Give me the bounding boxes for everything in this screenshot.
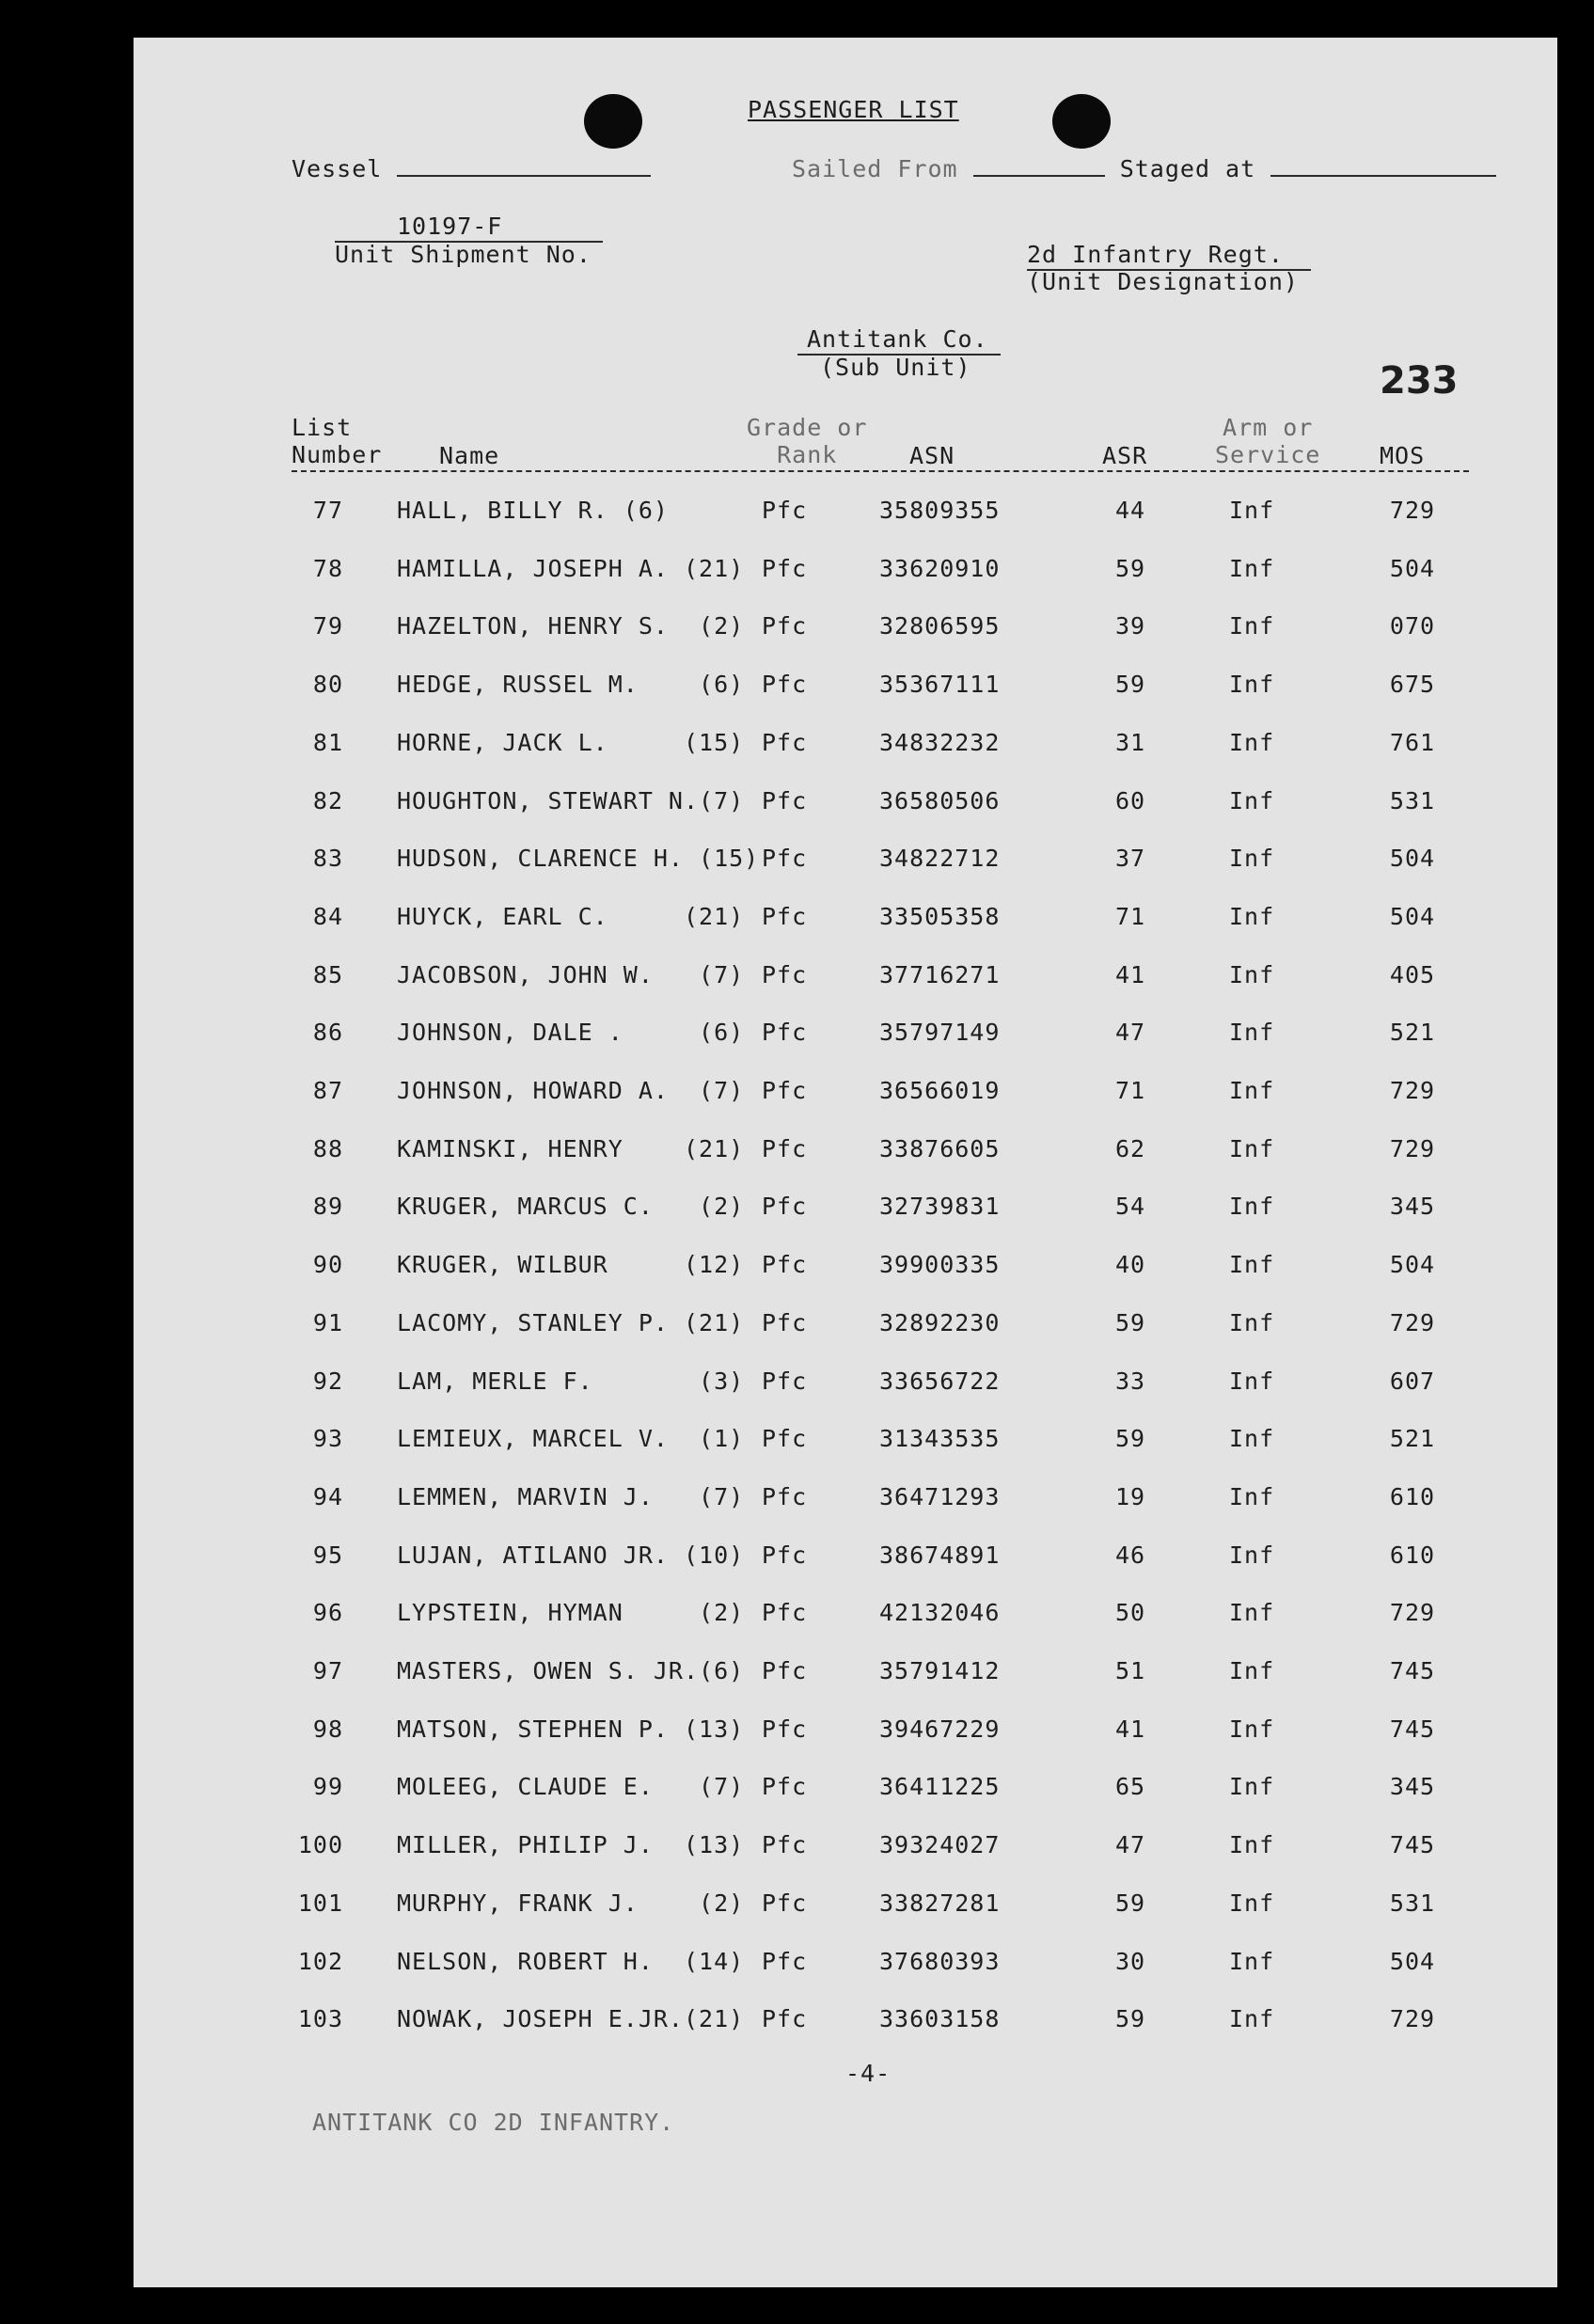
column-header-asr: ASR <box>1102 442 1148 469</box>
list-number: 80 <box>312 671 343 698</box>
arm-or-service: Inf <box>1229 1483 1275 1510</box>
mos: 531 <box>1389 787 1436 814</box>
asr: 44 <box>1114 497 1146 524</box>
sailed-from-field <box>792 154 1496 182</box>
mos: 504 <box>1389 903 1436 930</box>
passenger-name: HOUGHTON, STEWART N.(7) <box>397 787 745 814</box>
vessel-label: Vessel <box>292 155 383 182</box>
mos: 405 <box>1389 961 1436 988</box>
passenger-name: NOWAK, JOSEPH E.JR.(21) <box>397 2005 745 2032</box>
grade: Pfc <box>762 787 808 814</box>
asn: 34822712 <box>879 845 1001 872</box>
table-row <box>134 1368 1557 1405</box>
asn: 33827281 <box>879 1889 1001 1917</box>
list-number: 86 <box>312 1019 343 1046</box>
asn: 33620910 <box>879 555 1001 582</box>
passenger-name: HAZELTON, HENRY S. (2) <box>397 612 745 640</box>
arm-or-service: Inf <box>1229 555 1275 582</box>
mos: 729 <box>1389 1077 1436 1104</box>
arm-or-service: Inf <box>1229 1309 1275 1336</box>
mos: 610 <box>1389 1541 1436 1569</box>
mos: 504 <box>1389 845 1436 872</box>
list-number: 85 <box>312 961 343 988</box>
table-row <box>134 1483 1557 1521</box>
list-number: 90 <box>312 1251 343 1278</box>
arm-or-service: Inf <box>1229 1251 1275 1278</box>
header-text: Arm or <box>1223 414 1314 441</box>
page-title: PASSENGER LIST <box>748 96 959 123</box>
table-row <box>134 1948 1557 1985</box>
asr: 33 <box>1114 1368 1146 1395</box>
asr: 41 <box>1114 961 1146 988</box>
table-row <box>134 1019 1557 1056</box>
asn: 39900335 <box>879 1251 1001 1278</box>
grade: Pfc <box>762 1309 808 1336</box>
column-header-grade <box>747 414 867 468</box>
asn: 33505358 <box>879 903 1001 930</box>
asr: 59 <box>1114 1309 1146 1336</box>
mos: 345 <box>1389 1773 1436 1800</box>
sub-unit-label: (Sub Unit) <box>820 354 971 381</box>
column-header-list-number <box>292 414 382 468</box>
asr: 62 <box>1114 1135 1146 1162</box>
punch-hole <box>584 94 642 149</box>
asr: 47 <box>1114 1831 1146 1858</box>
arm-or-service: Inf <box>1229 497 1275 524</box>
table-row <box>134 671 1557 708</box>
list-number: 79 <box>312 612 343 640</box>
table-row <box>134 1541 1557 1579</box>
mos: 504 <box>1389 1251 1436 1278</box>
grade: Pfc <box>762 1831 808 1858</box>
grade: Pfc <box>762 903 808 930</box>
passenger-name: MOLEEG, CLAUDE E. (7) <box>397 1773 745 1800</box>
table-row <box>134 787 1557 825</box>
mos: 610 <box>1389 1483 1436 1510</box>
list-number: 97 <box>312 1657 343 1684</box>
column-header-mos: MOS <box>1380 442 1426 469</box>
list-number: 101 <box>297 1889 343 1917</box>
table-row <box>134 612 1557 650</box>
grade: Pfc <box>762 1425 808 1452</box>
table-row <box>134 1599 1557 1636</box>
asr: 19 <box>1114 1483 1146 1510</box>
asn: 35797149 <box>879 1019 1001 1046</box>
table-row <box>134 1193 1557 1230</box>
arm-or-service: Inf <box>1229 1657 1275 1684</box>
asr: 46 <box>1114 1541 1146 1569</box>
header-text: Number <box>292 441 383 468</box>
arm-or-service: Inf <box>1229 1541 1275 1569</box>
passenger-name: LYPSTEIN, HYMAN (2) <box>397 1599 745 1626</box>
arm-or-service: Inf <box>1229 845 1275 872</box>
asr: 37 <box>1114 845 1146 872</box>
passenger-name: HALL, BILLY R. (6) <box>397 497 669 524</box>
arm-or-service: Inf <box>1229 612 1275 640</box>
staged-at-blank <box>1270 154 1496 177</box>
list-number: 89 <box>312 1193 343 1220</box>
list-number: 88 <box>312 1135 343 1162</box>
table-row <box>134 2005 1557 2043</box>
arm-or-service: Inf <box>1229 1773 1275 1800</box>
arm-or-service: Inf <box>1229 729 1275 756</box>
asn: 33656722 <box>879 1368 1001 1395</box>
sub-unit: Antitank Co. <box>807 325 988 353</box>
asr: 41 <box>1114 1715 1146 1743</box>
asr: 60 <box>1114 787 1146 814</box>
mos: 675 <box>1389 671 1436 698</box>
vessel-field <box>292 154 651 182</box>
arm-or-service: Inf <box>1229 1425 1275 1452</box>
passenger-name: JOHNSON, DALE . (6) <box>397 1019 745 1046</box>
passenger-name: KRUGER, WILBUR (12) <box>397 1251 745 1278</box>
mos: 745 <box>1389 1715 1436 1743</box>
table-row <box>134 1135 1557 1173</box>
staged-at-label: Staged at <box>1119 155 1256 182</box>
asr: 30 <box>1114 1948 1146 1975</box>
asr: 71 <box>1114 903 1146 930</box>
list-number: 102 <box>297 1948 343 1975</box>
mos: 070 <box>1389 612 1436 640</box>
grade: Pfc <box>762 1657 808 1684</box>
arm-or-service: Inf <box>1229 1368 1275 1395</box>
asn: 39467229 <box>879 1715 1001 1743</box>
list-number: 84 <box>312 903 343 930</box>
grade: Pfc <box>762 1135 808 1162</box>
asn: 38674891 <box>879 1541 1001 1569</box>
mos: 729 <box>1389 1599 1436 1626</box>
arm-or-service: Inf <box>1229 1193 1275 1220</box>
mos: 345 <box>1389 1193 1436 1220</box>
column-header-asn: ASN <box>909 442 955 469</box>
table-row <box>134 1425 1557 1462</box>
list-number: 78 <box>312 555 343 582</box>
mos: 729 <box>1389 1309 1436 1336</box>
mos: 729 <box>1389 497 1436 524</box>
table-row <box>134 1889 1557 1927</box>
column-header-arm <box>1215 414 1320 468</box>
grade: Pfc <box>762 1541 808 1569</box>
passenger-name: MATSON, STEPHEN P. (13) <box>397 1715 745 1743</box>
grade: Pfc <box>762 1193 808 1220</box>
asn: 32892230 <box>879 1309 1001 1336</box>
arm-or-service: Inf <box>1229 2005 1275 2032</box>
asr: 59 <box>1114 671 1146 698</box>
passenger-name: NELSON, ROBERT H. (14) <box>397 1948 745 1975</box>
mos: 729 <box>1389 2005 1436 2032</box>
arm-or-service: Inf <box>1229 961 1275 988</box>
arm-or-service: Inf <box>1229 787 1275 814</box>
grade: Pfc <box>762 1773 808 1800</box>
passenger-name: HAMILLA, JOSEPH A. (21) <box>397 555 745 582</box>
asn: 36471293 <box>879 1483 1001 1510</box>
table-row <box>134 1773 1557 1810</box>
grade: Pfc <box>762 1599 808 1626</box>
asn: 42132046 <box>879 1599 1001 1626</box>
asn: 37716271 <box>879 961 1001 988</box>
table-row <box>134 1657 1557 1695</box>
asn: 33876605 <box>879 1135 1001 1162</box>
passenger-name: LACOMY, STANLEY P. (21) <box>397 1309 745 1336</box>
vessel-blank <box>397 154 651 177</box>
table-row <box>134 1309 1557 1347</box>
arm-or-service: Inf <box>1229 903 1275 930</box>
table-row <box>134 961 1557 999</box>
header-rule <box>292 470 1469 472</box>
passenger-name: LUJAN, ATILANO JR. (10) <box>397 1541 745 1569</box>
asr: 40 <box>1114 1251 1146 1278</box>
passenger-name: HUDSON, CLARENCE H. (15) <box>397 845 760 872</box>
unit-shipment-number: 10197-F <box>397 213 503 240</box>
list-number: 100 <box>297 1831 343 1858</box>
table-row <box>134 555 1557 593</box>
asn: 39324027 <box>879 1831 1001 1858</box>
asr: 54 <box>1114 1193 1146 1220</box>
grade: Pfc <box>762 1019 808 1046</box>
passenger-name: MILLER, PHILIP J. (13) <box>397 1831 745 1858</box>
list-number: 99 <box>312 1773 343 1800</box>
passenger-name: HEDGE, RUSSEL M. (6) <box>397 671 745 698</box>
grade: Pfc <box>762 1368 808 1395</box>
asr: 47 <box>1114 1019 1146 1046</box>
passenger-name: JOHNSON, HOWARD A. (7) <box>397 1077 745 1104</box>
mos: 745 <box>1389 1831 1436 1858</box>
list-number: 77 <box>312 497 343 524</box>
unit-designation: 2d Infantry Regt. <box>1027 241 1284 268</box>
list-number: 96 <box>312 1599 343 1626</box>
table-row <box>134 1715 1557 1753</box>
asr: 39 <box>1114 612 1146 640</box>
sailed-from-label: Sailed From <box>792 155 958 182</box>
table-row <box>134 497 1557 534</box>
list-number: 93 <box>312 1425 343 1452</box>
arm-or-service: Inf <box>1229 1077 1275 1104</box>
asr: 65 <box>1114 1773 1146 1800</box>
asn: 35791412 <box>879 1657 1001 1684</box>
asr: 59 <box>1114 2005 1146 2032</box>
punch-hole <box>1052 94 1111 149</box>
list-number: 83 <box>312 845 343 872</box>
table-row <box>134 1251 1557 1288</box>
arm-or-service: Inf <box>1229 1889 1275 1917</box>
table-row <box>134 1077 1557 1115</box>
grade: Pfc <box>762 555 808 582</box>
mos: 504 <box>1389 1948 1436 1975</box>
mos: 531 <box>1389 1889 1436 1917</box>
asr: 71 <box>1114 1077 1146 1104</box>
page-stamp: 233 <box>1380 359 1459 403</box>
asn: 34832232 <box>879 729 1001 756</box>
asn: 35809355 <box>879 497 1001 524</box>
asn: 31343535 <box>879 1425 1001 1452</box>
list-number: 95 <box>312 1541 343 1569</box>
table-row <box>134 845 1557 882</box>
passenger-name: LAM, MERLE F. (3) <box>397 1368 745 1395</box>
column-header-name: Name <box>439 442 500 469</box>
mos: 521 <box>1389 1425 1436 1452</box>
mos: 761 <box>1389 729 1436 756</box>
grade: Pfc <box>762 1948 808 1975</box>
passenger-name: HUYCK, EARL C. (21) <box>397 903 745 930</box>
asn: 36580506 <box>879 787 1001 814</box>
passenger-name: JACOBSON, JOHN W. (7) <box>397 961 745 988</box>
mos: 504 <box>1389 555 1436 582</box>
arm-or-service: Inf <box>1229 1831 1275 1858</box>
asn: 37680393 <box>879 1948 1001 1975</box>
arm-or-service: Inf <box>1229 1948 1275 1975</box>
mos: 521 <box>1389 1019 1436 1046</box>
asn: 32806595 <box>879 612 1001 640</box>
grade: Pfc <box>762 497 808 524</box>
mos: 607 <box>1389 1368 1436 1395</box>
asr: 59 <box>1114 555 1146 582</box>
document-page <box>134 38 1557 2287</box>
header-text: Service <box>1215 441 1321 468</box>
list-number: 92 <box>312 1368 343 1395</box>
list-number: 82 <box>312 787 343 814</box>
header-text: Rank <box>777 441 838 468</box>
arm-or-service: Inf <box>1229 1135 1275 1162</box>
table-row <box>134 1831 1557 1869</box>
passenger-name: KRUGER, MARCUS C. (2) <box>397 1193 745 1220</box>
grade: Pfc <box>762 729 808 756</box>
mos: 745 <box>1389 1657 1436 1684</box>
unit-shipment-label: Unit Shipment No. <box>335 241 592 268</box>
passenger-name: LEMIEUX, MARCEL V. (1) <box>397 1425 745 1452</box>
list-number: 91 <box>312 1309 343 1336</box>
page-number: -4- <box>845 2060 892 2087</box>
grade: Pfc <box>762 961 808 988</box>
header-text: List <box>292 414 353 441</box>
asr: 50 <box>1114 1599 1146 1626</box>
asn: 33603158 <box>879 2005 1001 2032</box>
grade: Pfc <box>762 1483 808 1510</box>
sailed-from-blank <box>973 154 1105 177</box>
arm-or-service: Inf <box>1229 1599 1275 1626</box>
table-row <box>134 903 1557 941</box>
arm-or-service: Inf <box>1229 671 1275 698</box>
unit-note: ANTITANK CO 2D INFANTRY. <box>312 2109 675 2136</box>
grade: Pfc <box>762 612 808 640</box>
grade: Pfc <box>762 1251 808 1278</box>
grade: Pfc <box>762 2005 808 2032</box>
grade: Pfc <box>762 1077 808 1104</box>
list-number: 81 <box>312 729 343 756</box>
asn: 35367111 <box>879 671 1001 698</box>
asr: 31 <box>1114 729 1146 756</box>
asn: 36411225 <box>879 1773 1001 1800</box>
asr: 51 <box>1114 1657 1146 1684</box>
table-row <box>134 729 1557 767</box>
list-number: 94 <box>312 1483 343 1510</box>
grade: Pfc <box>762 845 808 872</box>
asn: 32739831 <box>879 1193 1001 1220</box>
list-number: 98 <box>312 1715 343 1743</box>
grade: Pfc <box>762 671 808 698</box>
grade: Pfc <box>762 1889 808 1917</box>
unit-designation-label: (Unit Designation) <box>1027 268 1299 295</box>
asn: 36566019 <box>879 1077 1001 1104</box>
arm-or-service: Inf <box>1229 1715 1275 1743</box>
passenger-name: KAMINSKI, HENRY (21) <box>397 1135 745 1162</box>
arm-or-service: Inf <box>1229 1019 1275 1046</box>
list-number: 87 <box>312 1077 343 1104</box>
passenger-name: LEMMEN, MARVIN J. (7) <box>397 1483 745 1510</box>
list-number: 103 <box>297 2005 343 2032</box>
passenger-name: MASTERS, OWEN S. JR.(6) <box>397 1657 745 1684</box>
passenger-name: MURPHY, FRANK J. (2) <box>397 1889 745 1917</box>
header-text: Grade or <box>747 414 868 441</box>
passenger-name: HORNE, JACK L. (15) <box>397 729 745 756</box>
mos: 729 <box>1389 1135 1436 1162</box>
asr: 59 <box>1114 1889 1146 1917</box>
grade: Pfc <box>762 1715 808 1743</box>
asr: 59 <box>1114 1425 1146 1452</box>
